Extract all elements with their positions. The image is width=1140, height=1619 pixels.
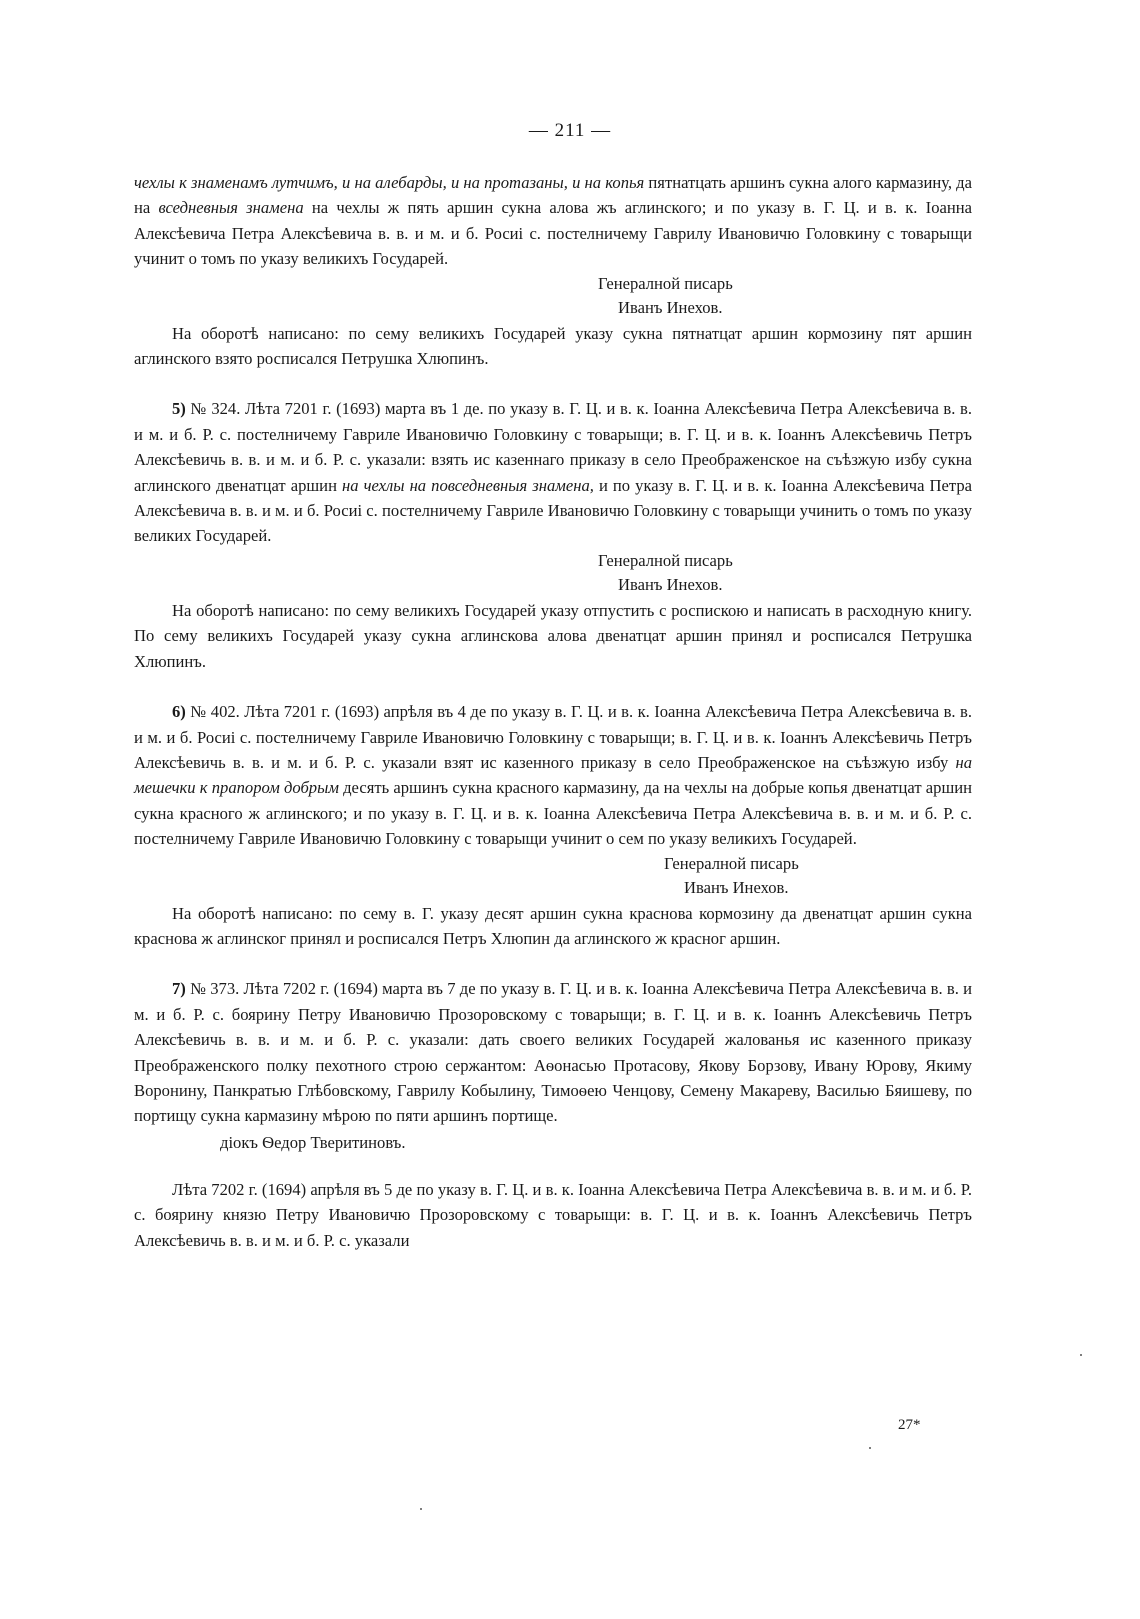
entry-number: 7)	[172, 979, 186, 999]
entry-number: 6)	[172, 702, 186, 722]
signature-title: Генералной писарь	[598, 273, 733, 293]
paragraph-final: Лѣта 7202 г. (1694) апрѣля въ 5 де по указу в. Г. Ц. и в. к. Іоанна Алексѣевича Петра Алексѣевича в. в. и м. и б. Р. с. боярину князю Петру Ивановичю Прозоровскому с товарыщи: в. Г. Ц. и в. к. Іоаннъ Алексѣевичь Петръ Алексѣевичь в. в. и м. и б. Р. с. указали	[134, 1179, 972, 1250]
signature-title: Генералной писарь	[598, 550, 733, 570]
signature-title: Генералной писарь	[664, 853, 799, 873]
text-run: № 324. Лѣта 7201 г. (1693) марта въ 1 де. по указу в. Г. Ц. и в. к. Іоанна Алексѣевича Петра Алексѣевича в. в. и м. и б. Р. с. постелничему Гавриле Ивановичю Головкину с товарыщи; в. Г. Ц. и в. к. Іоаннъ Алексѣевичь Петръ Алексѣевичь в. в. и м. и б. Р. с. указали: взять ис казеннаго приказу в село Преображенское на съѣзжую избу сукна аглинского двенатцат аршин	[134, 399, 972, 495]
signature-mark: 27*	[898, 1417, 921, 1433]
paragraph-reverse-note-1: На оборотѣ написано: по сему великихъ Государей указу сукна пятнатцат аршин кормозину пят аршин аглинского взято росписался Петрушка Хлюпинъ.	[134, 323, 972, 369]
paragraph-1	[134, 170, 972, 272]
entry-7	[134, 976, 972, 1128]
italic-phrase: чехлы к знаменамъ лутчимъ, и на алебарды, и на протазаны, и на копья	[134, 173, 645, 192]
paragraph-reverse-note-2: На оборотѣ написано: по сему великихъ Государей указу отпустить с роспискою и написать в расходную книгу. По сему великихъ Государей указу сукна аглинскова алова двенатцат аршин принял и росписался Петрушка Хлюпинъ.	[134, 600, 972, 671]
signature-name: Иванъ Инехов.	[684, 878, 789, 898]
text-run: на чехлы ж пять аршин сукна алова жъ аглинского; и по указу в. Г. Ц. и в. к. Іоанна Алексѣевича Петра Алексѣевича в. в. и м. и б. Росиі с. постелничему Гаврилу Ивановичю Головкину с товарыщи учинит о томъ по указу великихъ Государей.	[134, 198, 972, 269]
entry-6	[134, 699, 972, 851]
text-run: десять аршинъ сукна красного кармазину, да на чехлы на добрые копья двенатцат аршин сукна красного ж аглинского; и по указу в. Г. Ц. и в. к. Іоанна Алексѣевича Петра Алексѣевича в. в. и м. и б. Р. с. постелничему Гавриле Ивановичю Головкину с товарыщи учинит о сем по указу великихъ Государей.	[134, 778, 972, 849]
entry-5	[134, 396, 972, 548]
speck	[1080, 1354, 1082, 1356]
signature-name: Иванъ Инехов.	[618, 298, 723, 318]
text-run: и по указу в. Г. Ц. и в. к. Іоанна Алексѣевича Петра Алексѣевича в. в. и м. и б. Росиі с. постелничему Гавриле Ивановичю Головкину с товарыщи учинить о томъ по указу великих Государей.	[134, 475, 972, 546]
text-run: № 402. Лѣта 7201 г. (1693) апрѣля въ 4 де по указу в. Г. Ц. и в. к. Іоанна Алексѣевича Петра Алексѣевича в. в. и м. и б. Росиі с. постелничему Гавриле Ивановичю Головкину с товарыщи; в. Г. Ц. и в. к. Іоаннъ Алексѣевичь Петръ Алексѣевичь в. в. и м. и б. Р. с. указали взят ис казенного приказу в село Преображенское на съѣзжую избу	[134, 702, 972, 772]
page-number: — 211 —	[528, 120, 612, 141]
speck	[869, 1447, 871, 1449]
signature-name: Иванъ Инехов.	[618, 575, 723, 595]
italic-phrase: на мешечки к прапором добрым	[134, 752, 972, 798]
document-body	[134, 170, 972, 1253]
text-run: пятнатцать аршинъ сукна алого кармазину, да на	[134, 173, 972, 218]
italic-phrase: вседневныя знамена	[158, 198, 304, 218]
italic-phrase: на чехлы на повседневныя знамена,	[342, 475, 594, 495]
entry-number: 5)	[172, 399, 186, 419]
text-run: № 373. Лѣта 7202 г. (1694) марта въ 7 де по указу в. Г. Ц. и в. к. Іоанна Алексѣевича Петра Алексѣевича в. в. и м. и б. Р. с. боярину Петру Ивановичю Прозоровскому с товарыщи; в. Г. Ц. и в. к. Іоаннъ Алексѣевичь Петръ Алексѣевичь в. в. и м. и б. Р. с. указали: дать своего великих Государей жалованья ис казенного приказу Преображенского полку пехотного строю сержантом: Аѳонасью Протасову, Якову Борзову, Ивану Юрову, Якиму Воронину, Панкратью Глѣбовскому, Гаврилу Кобылину, Тимоѳею Ченцову, Семену Макареву, Василью Бяишеву, по портищу сукна кармазину мѣрою по пяти аршинъ портище.	[134, 979, 972, 1126]
clerk-signature: діокъ Ѳедор Тверитиновъ.	[220, 1132, 406, 1152]
speck	[420, 1508, 422, 1510]
paragraph-reverse-note-3: На оборотѣ написано: по сему в. Г. указу десят аршин сукна краснова кормозину да двенатцат аршин сукна краснова ж аглинског принял и росписался Петръ Хлюпин да аглинского ж красног аршин.	[134, 903, 972, 948]
